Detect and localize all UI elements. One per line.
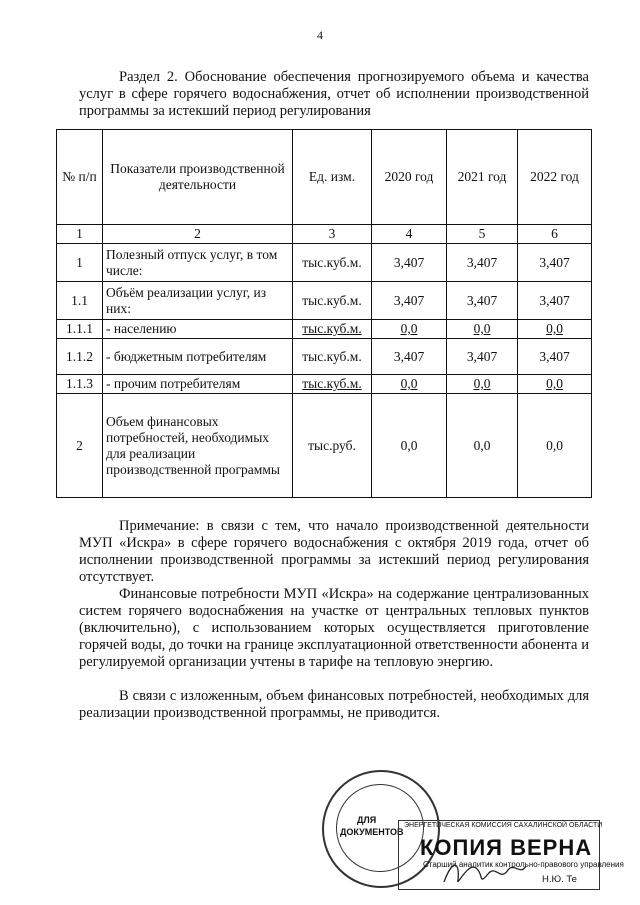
row-value-2021: 3,407 — [447, 339, 518, 375]
header-2022: 2022 год — [518, 130, 592, 225]
col-number: 3 — [293, 225, 372, 244]
financial-needs-paragraph: Финансовые потребности МУП «Искра» на содержание централизованных систем горячего водоснабжения на участке от центральных тепловых пунктов (включительно), с использованием которых осуществляется приготовление горячей воды, до точки на границе эксплуатационной ответственности абонента и регулируемой организации учтены в тарифе на тепловую энергию. — [79, 586, 589, 670]
row-num: 1.1.1 — [57, 320, 103, 339]
row-indicator: - прочим потребителям — [103, 375, 293, 394]
row-num: 1.1 — [57, 282, 103, 320]
row-value-2021: 0,0 — [447, 394, 518, 498]
row-indicator: - бюджетным потребителям — [103, 339, 293, 375]
row-indicator: Полезный отпуск услуг, в том числе: — [103, 244, 293, 282]
row-value-2020: 3,407 — [372, 282, 447, 320]
row-value-2022: 0,0 — [518, 375, 592, 394]
header-num: № п/п — [57, 130, 103, 225]
page-number: 4 — [317, 28, 323, 42]
stamp-role: Старший аналитик контрольно-правового управления — [423, 860, 624, 869]
table-header-row — [57, 130, 592, 225]
row-indicator: Объём реализации услуг, из них: — [103, 282, 293, 320]
col-number: 4 — [372, 225, 447, 244]
col-number: 2 — [103, 225, 293, 244]
section-heading: Раздел 2. Обоснование обеспечения прогнозируемого объема и качества услуг в сфере горячего водоснабжения, отчет об исполнении производственной программы за истекший период регулирования — [79, 69, 589, 119]
table-row — [57, 375, 592, 394]
row-unit: тыс.куб.м. — [293, 282, 372, 320]
row-num: 1.1.2 — [57, 339, 103, 375]
row-unit: тыс.руб. — [293, 394, 372, 498]
row-value-2020: 0,0 — [372, 394, 447, 498]
stamp-for-line: ДЛЯ — [357, 815, 377, 825]
row-value-2022: 3,407 — [518, 282, 592, 320]
stamp-certification: КОПИЯ ВЕРНА — [420, 835, 593, 860]
table-row — [57, 394, 592, 498]
row-unit: тыс.куб.м. — [293, 244, 372, 282]
row-value-2020: 3,407 — [372, 244, 447, 282]
row-value-2021: 0,0 — [447, 320, 518, 339]
header-indicator: Показатели производственной деятельности — [103, 130, 293, 225]
column-number-row — [57, 225, 592, 244]
row-unit: тыс.куб.м. — [293, 375, 372, 394]
row-unit: тыс.куб.м. — [293, 320, 372, 339]
col-number: 1 — [57, 225, 103, 244]
row-value-2022: 0,0 — [518, 394, 592, 498]
row-num: 1.1.3 — [57, 375, 103, 394]
row-num: 1 — [57, 244, 103, 282]
row-value-2020: 0,0 — [372, 320, 447, 339]
header-2021: 2021 год — [447, 130, 518, 225]
stamp-name: Н.Ю. Те — [542, 874, 577, 885]
table-row — [57, 282, 592, 320]
stamp-documents-line: ДОКУМЕНТОВ — [340, 827, 404, 837]
table-row — [57, 339, 592, 375]
row-value-2022: 0,0 — [518, 320, 592, 339]
header-2020: 2020 год — [372, 130, 447, 225]
production-indicators-table — [56, 129, 592, 498]
table-row — [57, 320, 592, 339]
row-value-2021: 3,407 — [447, 244, 518, 282]
conclusion-paragraph: В связи с изложенным, объем финансовых потребностей, необходимых для реализации производственной программы, не приводится. — [79, 688, 589, 721]
row-value-2022: 3,407 — [518, 339, 592, 375]
col-number: 5 — [447, 225, 518, 244]
row-num: 2 — [57, 394, 103, 498]
stamp-organization: ЭНЕРГЕТИЧЕСКАЯ КОМИССИЯ САХАЛИНСКОЙ ОБЛАСТИ — [404, 822, 603, 829]
handwritten-signature — [440, 852, 530, 892]
table-row — [57, 244, 592, 282]
row-value-2021: 3,407 — [447, 282, 518, 320]
header-unit: Ед. изм. — [293, 130, 372, 225]
row-value-2020: 0,0 — [372, 375, 447, 394]
row-indicator: - населению — [103, 320, 293, 339]
row-value-2021: 0,0 — [447, 375, 518, 394]
note-paragraph: Примечание: в связи с тем, что начало производственной деятельности МУП «Искра» в сфере горячего водоснабжения с октября 2019 года, отчет об исполнении производственной программы за истекший период регулирования отсутствует. — [79, 518, 589, 585]
row-unit: тыс.куб.м. — [293, 339, 372, 375]
row-value-2022: 3,407 — [518, 244, 592, 282]
row-indicator: Объем финансовых потребностей, необходимых для реализации производственной программы — [103, 394, 293, 498]
row-value-2020: 3,407 — [372, 339, 447, 375]
col-number: 6 — [518, 225, 592, 244]
